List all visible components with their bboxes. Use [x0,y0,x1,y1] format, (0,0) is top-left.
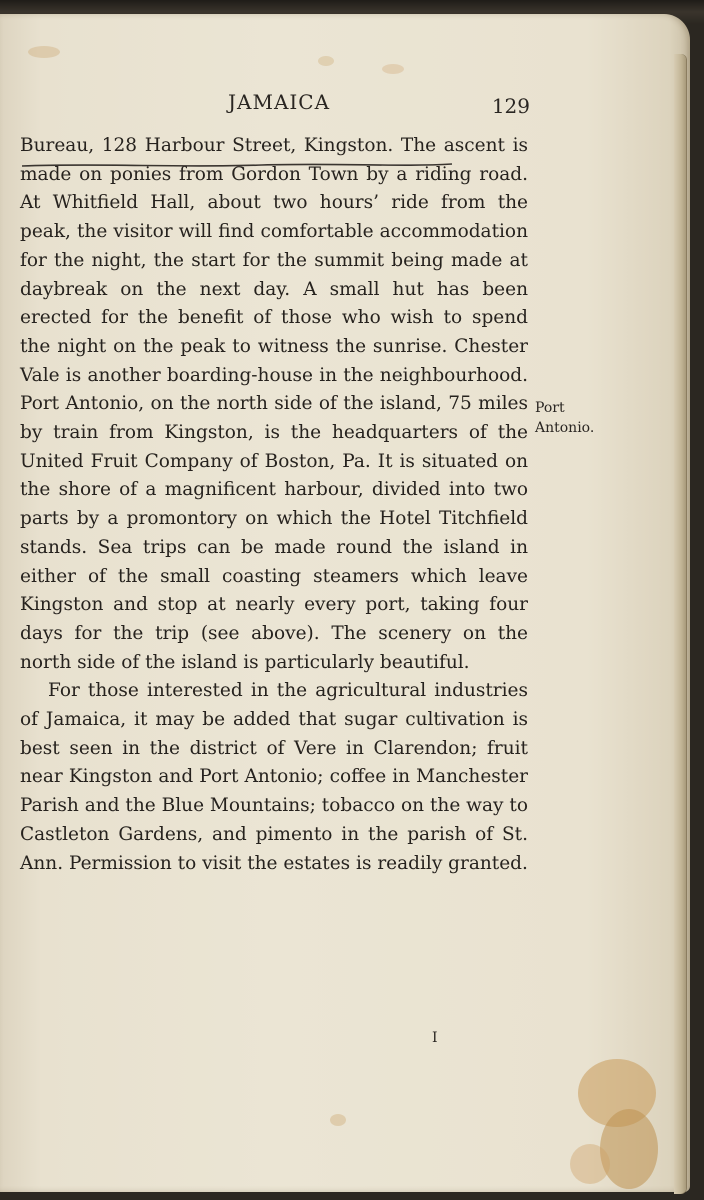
paragraph: For those interested in the agricultural industries of Jamaica, it may be added that sugar cultivation is best seen in the district of Vere in Clarendon; fruit near Kingston and Port Antonio; coffee in Manchester Parish and the Blue Mountains; tobacco on the way to Castleton Gardens, and pimento in the parish of St. Ann. Permission to visit the estates is readily granted. [20,680,528,874]
foxing-stain [570,1144,610,1184]
foxing-stain [382,64,404,74]
margin-note-line: Port [535,400,565,416]
page-header [20,86,530,126]
foxing-stain [28,46,60,58]
margin-note-line: Antonio. [535,420,595,436]
paragraph: Bureau, 128 Harbour Street, Kingston. The ascent is made on ponies from Gordon Town by a riding road. At Whitfield Hall, about two hours’ ride from the peak, the visitor will find comfortable accommodation for the night, the start for the summit being made at daybreak on the next day. A small hut has been erected for the benefit of those who wish to spend the night on the peak to witness the sunrise. Chester Vale is another boarding-house in the neighbourhood. Port Antonio, on the north side of the island, 75 miles by train from Kingston, is the headquarters of the United Fruit Company of Boston, Pa. It is situated on the shore of a magnificent harbour, divided into two parts by a promontory on which the Hotel Titchfield stands. Sea trips can be made round the island in either of the small coasting steamers which leave Kingston and stop at nearly every port, taking four days for the trip (see above). The scenery on the north side of the island is particularly beautiful. [20,135,528,673]
pencil-underline-mark [22,160,452,172]
signature-mark: I [432,1030,438,1046]
running-head: JAMAICA [228,90,331,114]
margin-note [535,398,625,438]
page-number: 129 [491,94,530,118]
body-text [20,132,528,878]
foxing-stain [600,1109,658,1189]
foxing-stain [318,56,334,66]
foxing-stain [330,1114,346,1126]
page-edge [674,54,686,1194]
